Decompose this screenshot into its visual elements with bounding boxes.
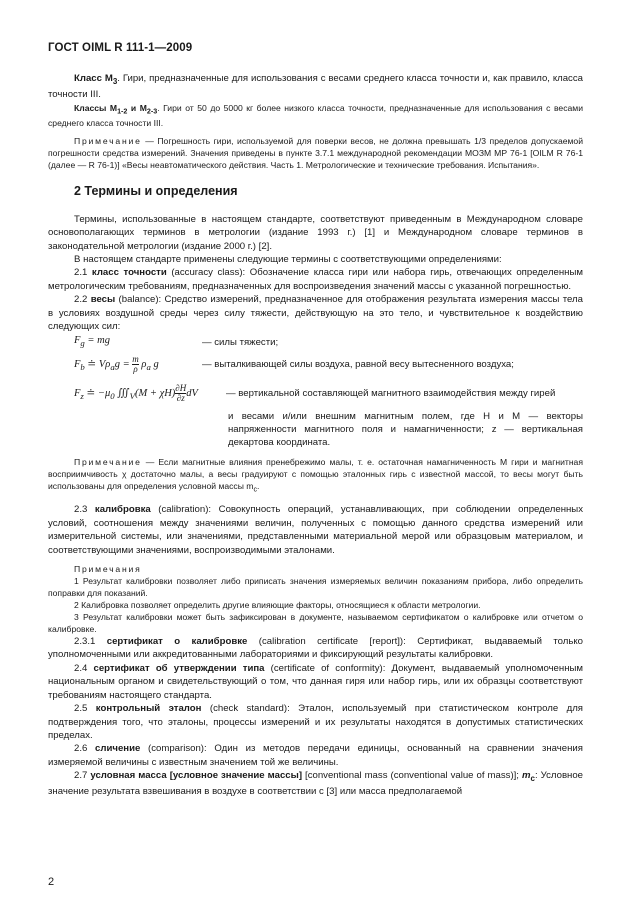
calibration-note-2: 2 Калибровка позволяет определить другие влияющие факторы, относящиеся к области метрологии. xyxy=(74,600,481,611)
page-content xyxy=(48,72,583,799)
term-2-2: 2.2 весы (balance): Средство измерений, предназначенное для отображения результата измерения массы тела в условиях воздушной среды через силу тяжести, действующую на это тело, и чувствительное к воздействию следующих сил: xyxy=(48,294,583,333)
term-2-5: 2.5 контрольный эталон (check standard): Эталон, используемый при статистическом контроле для подтверждения того, что эталоны, процессы измерений и их результаты находятся в допустимых статистических пределах. xyxy=(48,703,583,741)
term-2-6: 2.6 сличение (comparison): Один из методов передачи единицы, основанный на сравнении значения измеряемой величины с известным значением той же величины. xyxy=(48,743,583,768)
calibration-notes-label: Примечания xyxy=(74,564,142,575)
formula-gravity: $F_g$ = mg — силы тяжести; xyxy=(74,335,279,349)
intro-paragraph-1: Термины, использованные в настоящем стандарте, соответствуют приведенным в Международном словаре основополагающих терминов в метрологии (издание 1993 г.) [1] и Международном словаре терминов в законодательной метрологии (издание 2000 г.) [2]. xyxy=(48,213,583,252)
class-m3-paragraph: Класс $M_3$. Гири, предназначенные для использования с весами среднего класса точности и, как правило, класса точности III. xyxy=(48,73,583,101)
balance-note: Примечание — Если магнитные влияния пренебрежимо малы, т. е. остаточная намагниченность M гири и магнитная восприимчивость χ достаточно малы, а весы градуируют с помощью эталонных гирь с известной массой, то весы могут быть использованы для определения условной массы $m_c$. xyxy=(48,456,583,494)
section-heading: 2 Термины и определения xyxy=(74,184,238,199)
term-2-4: 2.4 сертификат об утверждении типа (certificate of conformity): Документ, выдаваемый уполномоченным национальным органом и свидетельствующий о том, что данная гиря или набор гирь, или их образцы соответствуют требованиям настоящего стандарта. xyxy=(48,662,583,701)
formula-continuation: и весами и/или внешним магнитным полем, где H и M — векторы напряженности магнитного поля и намагниченности; z — вертикальная декартова координата. xyxy=(228,410,583,449)
standard-header: ГОСТ OIML R 111-1—2009 xyxy=(48,42,193,54)
calibration-note-3: 3 Результат калибровки может быть зафиксирован в документе, называемом сертификатом о калибровке или отчетом о калибровке. xyxy=(48,612,583,635)
page-number: 2 xyxy=(48,876,55,888)
formula-magnetic: $F_z$ ≐ $-\mu_0$ $∭_V(M + \chi H)$ $\frac{\partial H}{\partial z}$ dV — вертикальной составляющей магнитного взаимодействия между гирей xyxy=(74,382,556,403)
term-2-7: 2.7 условная масса [условное значение массы] [conventional mass (conventional value of mass)]; $m_c$: Условное значение результата взвешивания в воздухе в соответствии с [3] или масса предполагаемой xyxy=(48,770,584,798)
term-2-1: 2.1 класс точности (accuracy class): Обозначение класса гири или набора гирь, отвечающих определенным метрологическим требованиям, предназначенных для воспроизведения значений массы с указанной погрешностью. xyxy=(48,267,583,292)
term-2-3: 2.3 калибровка (calibration): Совокупность операций, устанавливающих, при соблюдении определенных условий, соотношения между значениями величин, полученных с помощью данного средства измерений или измерительной системы, или значениями, представленными материальной мерой или образцовым материалом, и соответствующими значениями, воспроизводимыми эталонами. xyxy=(48,504,583,556)
class-m12-paragraph: Классы $M_{1-2}$ и $M_{2-3}$. Гири от 50 до 5000 кг более низкого класса точности, предназначенные для использования с весами среднего класса точности III. xyxy=(48,102,583,129)
class-note: Примечание — Погрешность гири, используемой для поверки весов, не должна превышать 1/3 пределов допускаемой погрешности средства измерений. Значения приведены в пункте 3.7.1 международной рекомендации МОЗМ МР 76-1 [OILM R 76-1 (далее — R 76-1)] «Весы неавтоматического действия. Часть 1. Метрологические и технические требования. Испытания». xyxy=(48,136,583,171)
calibration-note-1: 1 Результат калибровки позволяет либо приписать значения измеряемых величин показаниям прибора, либо определить поправки для показаний. xyxy=(48,576,583,599)
formula-buoyancy: $F_b$ ≐ $V\rho_ag$ = $\frac{m}{\rho}$ $\rho_a$ g — выталкивающей силы воздуха, равной весу вытесненного воздуха; xyxy=(74,353,514,374)
intro-paragraph-2: В настоящем стандарте применены следующие термины с соответствующими определениями: xyxy=(74,254,502,266)
term-2-3-1: 2.3.1 сертификат о калибровке (calibration certificate [report]): Сертификат, выдаваемый только уполномоченными или аккредитованными лабораториями и фиксирующий результаты калибровки. xyxy=(48,636,583,661)
